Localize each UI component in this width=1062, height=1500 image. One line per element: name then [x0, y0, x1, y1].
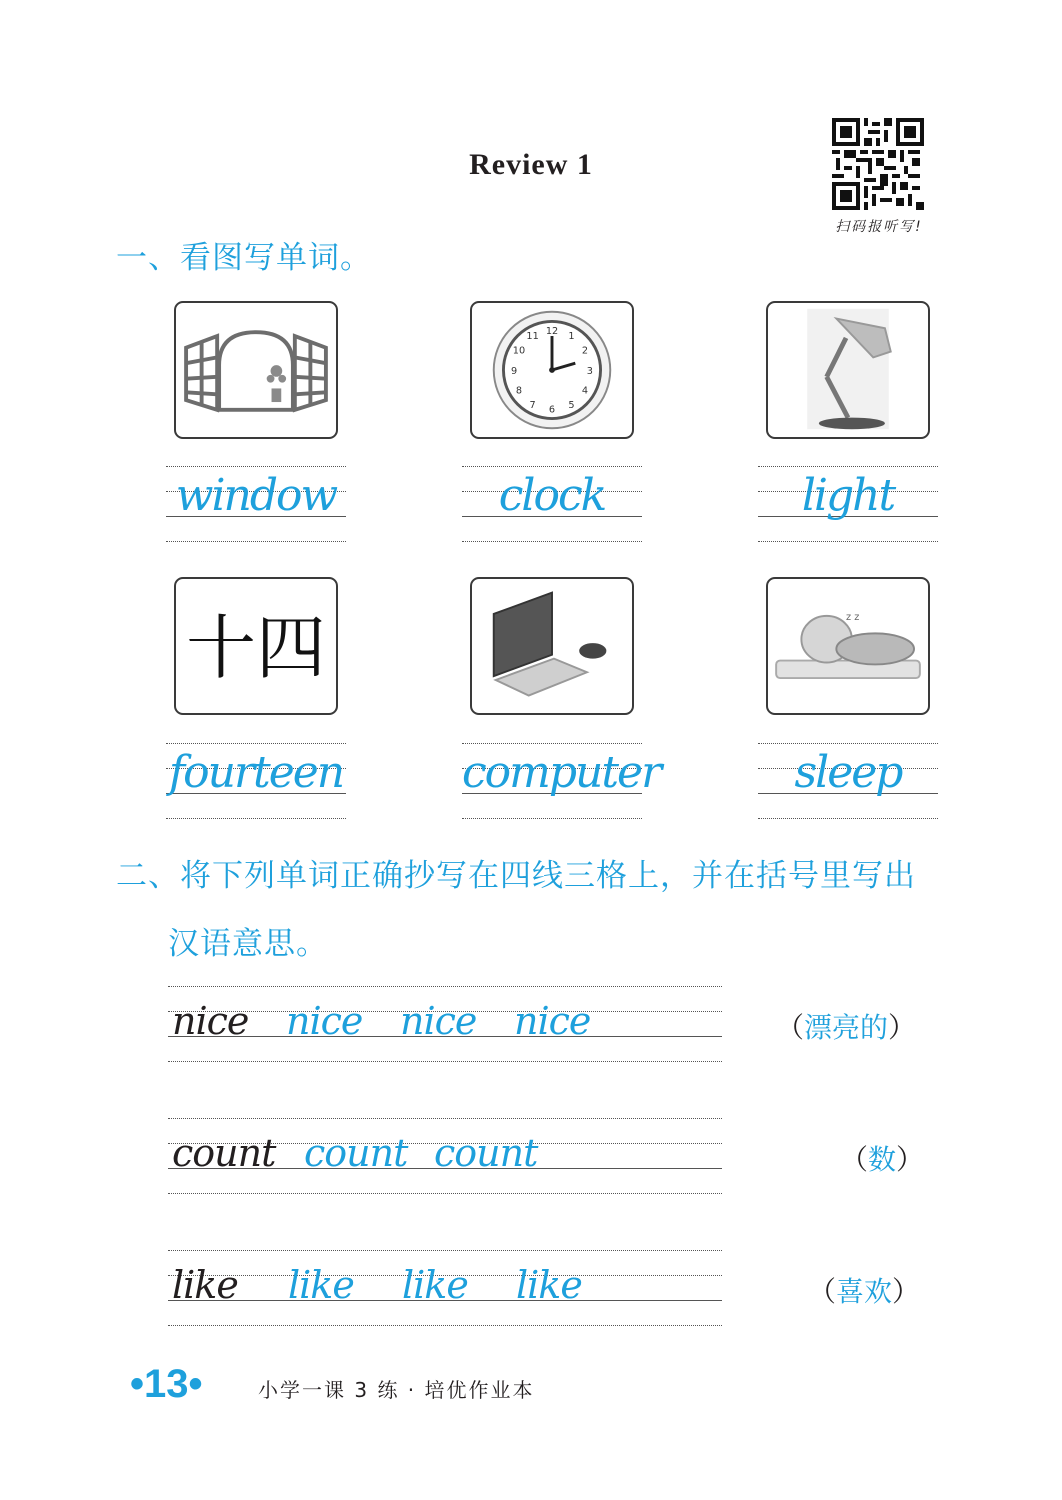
answer-word: window [175, 470, 337, 521]
page-number: •13• [130, 1362, 203, 1406]
answer-word: fourteen [168, 747, 344, 798]
copied-word: count [434, 1131, 538, 1175]
answer-word: light [801, 470, 895, 521]
svg-text:3: 3 [586, 365, 593, 377]
model-word: count [172, 1131, 276, 1175]
section-1-heading: 一、看图写单词。 [116, 240, 372, 276]
copy-row-like [168, 1250, 722, 1326]
answer-lines-1 [166, 466, 346, 542]
copied-word: like [288, 1263, 354, 1307]
answer-lines-6 [758, 743, 938, 819]
window-icon [176, 303, 336, 437]
meaning-text: 漂亮的 [804, 1011, 889, 1044]
book-title: 小学一课 3 练 · 培优作业本 [258, 1378, 535, 1402]
svg-text:5: 5 [568, 399, 575, 411]
answer-word: computer [462, 747, 661, 798]
meaning-text: 喜欢 [836, 1275, 893, 1308]
copy-row-nice [168, 986, 722, 1062]
model-word: nice [172, 999, 249, 1043]
clock-icon [472, 303, 632, 437]
copy-row-count [168, 1118, 722, 1194]
meaning-like [808, 1270, 920, 1310]
paren-close: ） [892, 1275, 921, 1308]
picture-computer [470, 577, 634, 715]
copied-word: nice [400, 999, 477, 1043]
model-word: like [172, 1263, 238, 1307]
qr-code-icon[interactable] [832, 118, 924, 210]
sleeping-child-icon [768, 579, 928, 713]
copied-word: nice [286, 999, 363, 1043]
svg-text:4: 4 [581, 385, 589, 397]
copied-word: like [516, 1263, 582, 1307]
svg-text:7: 7 [529, 399, 536, 411]
paren-open: （ [808, 1275, 837, 1308]
computer-icon [472, 579, 632, 713]
svg-text:11: 11 [526, 330, 539, 342]
desk-lamp-icon [768, 303, 928, 437]
svg-text:9: 9 [511, 365, 518, 377]
copied-word: count [304, 1131, 408, 1175]
section-2-heading-cont: 汉语意思。 [168, 926, 328, 962]
answer-lines-5 [462, 743, 661, 819]
picture-sleep [766, 577, 930, 715]
picture-clock [470, 301, 634, 439]
svg-text:10: 10 [512, 345, 526, 357]
svg-text:6: 6 [548, 404, 556, 416]
picture-lamp [766, 301, 930, 439]
fourteen-chinese-icon [176, 579, 336, 713]
qr-caption: 扫码报听写! [835, 219, 923, 235]
section-2-heading: 二、将下列单词正确抄写在四线三格上，并在括号里写出 [116, 858, 916, 894]
copied-word: nice [514, 999, 591, 1043]
picture-fourteen [174, 577, 338, 715]
svg-text:2: 2 [581, 345, 589, 357]
answer-lines-4 [166, 743, 346, 819]
copied-word: like [402, 1263, 468, 1307]
page-title: Review 1 [469, 148, 593, 181]
svg-text:1: 1 [568, 330, 575, 342]
answer-word: clock [498, 470, 606, 521]
answer-lines-3 [758, 466, 938, 542]
meaning-nice [776, 1006, 916, 1046]
svg-text:12: 12 [545, 326, 559, 338]
paren-close: ） [896, 1143, 925, 1176]
answer-word: sleep [794, 747, 902, 798]
picture-text: 十四 [186, 608, 326, 690]
paren-open: （ [840, 1143, 869, 1176]
meaning-text: 数 [868, 1143, 897, 1176]
answer-lines-2 [462, 466, 642, 542]
paren-close: ） [888, 1011, 917, 1044]
picture-window [174, 301, 338, 439]
svg-text:z z: z z [846, 611, 860, 623]
paren-open: （ [776, 1011, 805, 1044]
meaning-count [840, 1138, 924, 1178]
svg-text:8: 8 [515, 385, 523, 397]
